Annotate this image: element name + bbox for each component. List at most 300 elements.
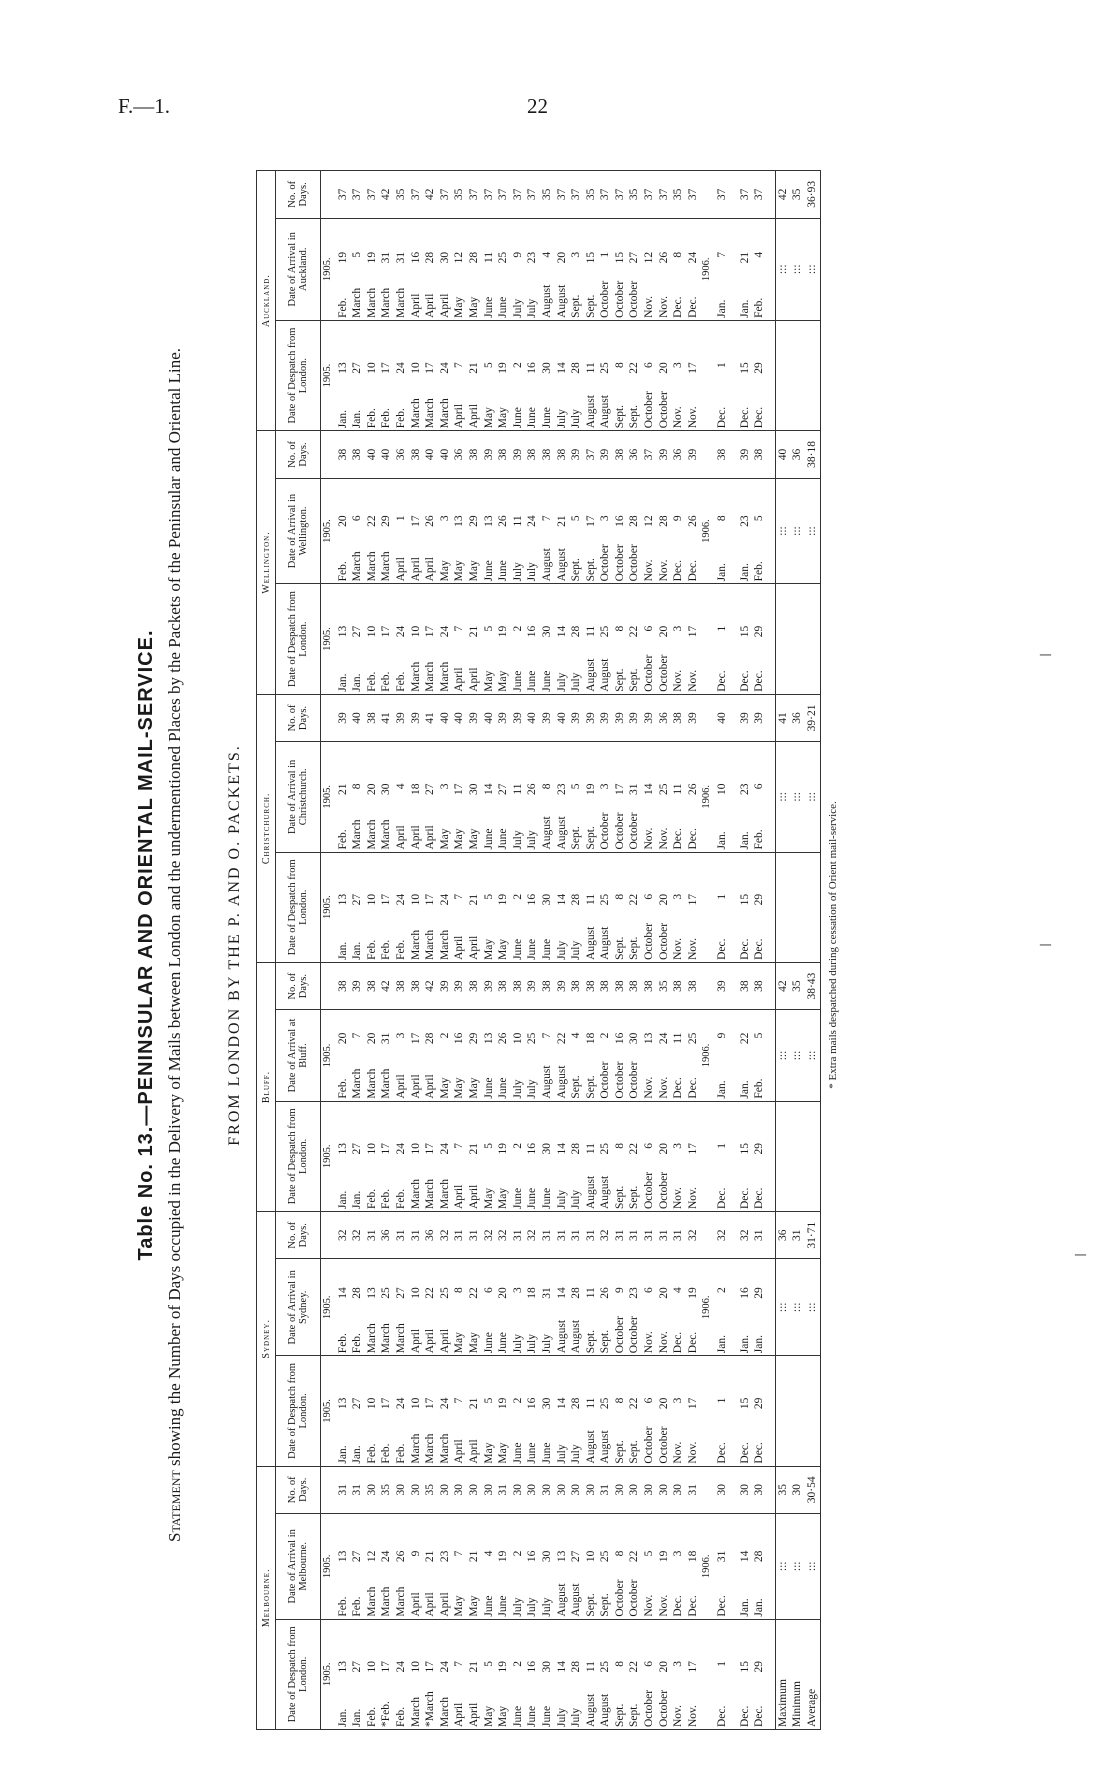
- despatch-date: [496, 852, 511, 962]
- day: 5: [753, 1032, 766, 1039]
- group-header: Auckland.: [257, 171, 276, 431]
- blank-cell: [321, 1212, 336, 1259]
- days-count: 36: [423, 1212, 438, 1259]
- day: 15: [738, 1397, 751, 1410]
- month: Nov.: [657, 827, 670, 850]
- arrival-date: [569, 478, 584, 584]
- table-title: Table No. 13.—PENINSULAR AND ORIENTAL MAIL-SERVICE.: [135, 629, 157, 1261]
- days-count: 32: [738, 1212, 753, 1259]
- day: 22: [738, 1032, 751, 1045]
- blank-cell: [805, 852, 820, 962]
- month: June: [482, 1595, 495, 1617]
- month: Sept.: [584, 1329, 597, 1354]
- blank-cell: [790, 584, 805, 694]
- days-count: 32: [686, 1212, 701, 1259]
- despatch-date: [738, 852, 753, 962]
- despatch-date: [467, 584, 482, 694]
- month: March: [351, 819, 364, 850]
- month: Sept.: [628, 1185, 641, 1210]
- month: Dec.: [686, 296, 699, 318]
- day: 22: [424, 1287, 437, 1299]
- arrival-date: [409, 218, 424, 320]
- days-count: 37: [350, 171, 365, 219]
- arrival-date: [569, 1513, 584, 1619]
- despatch-date: [584, 1619, 599, 1729]
- arrival-date: [394, 1259, 409, 1356]
- despatch-column-header: Date of Despatch from London.: [276, 584, 321, 694]
- month: Nov.: [643, 827, 656, 850]
- month: Feb.: [753, 297, 766, 318]
- month: April: [424, 557, 437, 582]
- days-count: 30: [627, 1466, 642, 1513]
- spacer-row: [730, 171, 738, 1730]
- day: 28: [753, 1550, 766, 1563]
- blank-cell: [700, 171, 715, 219]
- day: 28: [628, 515, 641, 527]
- day: 24: [394, 893, 407, 906]
- day: 11: [584, 893, 597, 905]
- day: 23: [628, 1287, 641, 1299]
- month: April: [453, 935, 466, 960]
- day: 31: [716, 1550, 729, 1563]
- days-count: 37: [482, 171, 497, 219]
- day: 17: [424, 1143, 437, 1155]
- blank-cell: [767, 1619, 776, 1729]
- arrival-date: [496, 1513, 511, 1619]
- day: 1: [716, 1661, 729, 1667]
- month: Dec.: [738, 1187, 751, 1210]
- days-count: 35: [423, 1466, 438, 1513]
- days-count: 38: [738, 962, 753, 1009]
- arrival-date: [336, 742, 351, 852]
- group-header: Bluff.: [257, 962, 276, 1211]
- day: 21: [467, 893, 480, 906]
- days-count: 35: [394, 171, 409, 219]
- month: August: [584, 926, 597, 960]
- month: June: [540, 1442, 553, 1464]
- arrival-date: [496, 1259, 511, 1356]
- month: July: [555, 940, 568, 960]
- stats-fill: :::: [775, 218, 790, 320]
- arrival-date: [657, 1010, 672, 1101]
- month: Sept.: [628, 1440, 641, 1464]
- arrival-date: [482, 478, 497, 584]
- table-row: [511, 171, 526, 1730]
- day: 21: [467, 625, 480, 638]
- despatch-date: [525, 584, 540, 694]
- day: 1: [716, 1397, 729, 1404]
- month: July: [555, 672, 568, 692]
- month: May: [453, 828, 466, 850]
- stats-value: 36: [775, 1212, 790, 1259]
- arrival-date: [394, 1513, 409, 1619]
- days-count: 40: [525, 694, 540, 741]
- month: Jan.: [336, 410, 349, 429]
- despatch-date: [452, 584, 467, 694]
- day: 24: [438, 362, 451, 374]
- stats-value: 39·21: [805, 694, 820, 741]
- month: Dec.: [716, 1442, 729, 1464]
- day: 10: [365, 893, 378, 906]
- despatch-date: [642, 1619, 657, 1729]
- table-row: [584, 171, 599, 1730]
- month: March: [380, 1586, 393, 1617]
- day: 19: [497, 893, 510, 906]
- month: Feb.: [336, 1333, 349, 1354]
- day: 14: [555, 1287, 568, 1299]
- day: 20: [657, 893, 670, 906]
- month: Dec.: [686, 560, 699, 582]
- despatch-date: [467, 1356, 482, 1466]
- month: Nov.: [643, 295, 656, 318]
- days-count: 30: [409, 1466, 424, 1513]
- despatch-date: [452, 852, 467, 962]
- days-count: 30: [555, 1466, 570, 1513]
- day: 28: [570, 893, 583, 906]
- arrival-date: [540, 218, 555, 320]
- month: Nov.: [672, 1441, 685, 1464]
- arrival-date: [365, 1513, 380, 1619]
- month: October: [613, 1061, 626, 1099]
- days-column-header: No. of Days.: [276, 431, 321, 478]
- despatch-date: [467, 1619, 482, 1729]
- blank-cell: [730, 584, 738, 694]
- blank-cell: [321, 694, 336, 741]
- blank-cell: [767, 694, 776, 741]
- arrival-date: [671, 478, 686, 584]
- day: 3: [672, 1143, 685, 1149]
- days-count: 40: [379, 431, 394, 478]
- month: April: [409, 1074, 422, 1099]
- month: June: [511, 670, 524, 692]
- day: 13: [482, 515, 495, 527]
- day: 16: [526, 625, 539, 638]
- days-count: 38: [598, 962, 613, 1009]
- day: 27: [394, 1287, 407, 1299]
- arrival-date: [715, 1259, 730, 1356]
- arrival-date: [496, 478, 511, 584]
- days-count: 30: [642, 1466, 657, 1513]
- despatch-date: [627, 1619, 642, 1729]
- despatch-date: [365, 1101, 380, 1211]
- day: 14: [555, 893, 568, 906]
- month: April: [438, 293, 451, 318]
- month: March: [380, 551, 393, 582]
- arrival-date: [627, 478, 642, 584]
- despatch-date: [452, 1101, 467, 1211]
- month: Sept.: [584, 826, 597, 850]
- day: 19: [497, 1397, 510, 1410]
- month: Nov.: [657, 1594, 670, 1617]
- day: 27: [351, 893, 364, 906]
- month: March: [365, 551, 378, 582]
- arrival-column-header: Date of Arrival at Bluff.: [276, 1010, 321, 1101]
- day: 25: [497, 251, 510, 264]
- arrival-date: [686, 1259, 701, 1356]
- day: 19: [336, 251, 349, 264]
- month: August: [540, 548, 553, 582]
- year-label: 1906.: [700, 742, 715, 852]
- day: 1: [716, 893, 729, 900]
- day: 7: [540, 1032, 553, 1039]
- arrival-date: [540, 478, 555, 584]
- days-count: 32: [598, 1212, 613, 1259]
- month: Sept.: [628, 1703, 641, 1727]
- day: 8: [613, 1550, 626, 1557]
- month: Feb.: [365, 939, 378, 960]
- month: April: [453, 1439, 466, 1464]
- month: Feb.: [394, 1706, 407, 1727]
- blank-cell: [730, 1619, 738, 1729]
- day: 7: [453, 1397, 466, 1404]
- month: May: [497, 938, 510, 960]
- day: 14: [738, 1550, 751, 1563]
- blank-cell: [775, 584, 790, 694]
- page-number: 22: [527, 94, 548, 118]
- month: October: [643, 1689, 656, 1727]
- month: Nov.: [672, 937, 685, 960]
- blank-cell: [767, 1466, 776, 1513]
- day: 3: [438, 783, 451, 790]
- blank-cell: [790, 320, 805, 430]
- month: July: [555, 1707, 568, 1727]
- month: Jan.: [351, 1708, 364, 1727]
- day: 27: [570, 1550, 583, 1563]
- arrival-date: [423, 1010, 438, 1101]
- despatch-date: [657, 1356, 672, 1466]
- day: 20: [657, 1143, 670, 1155]
- blank-cell: [730, 218, 738, 320]
- days-column-header: No. of Days.: [276, 694, 321, 741]
- day: 23: [738, 783, 751, 796]
- despatch-date: [715, 584, 730, 694]
- despatch-date: [686, 852, 701, 962]
- month: Nov.: [686, 1441, 699, 1464]
- month: Sept.: [570, 826, 583, 850]
- despatch-date: [394, 852, 409, 962]
- day: 25: [657, 783, 670, 796]
- day: 6: [753, 783, 766, 790]
- despatch-date: [423, 584, 438, 694]
- day: 3: [599, 783, 612, 790]
- table-head: [257, 171, 321, 1730]
- month: May: [453, 1595, 466, 1617]
- month: June: [511, 1442, 524, 1464]
- month: Sept.: [584, 1593, 597, 1617]
- table-row: [365, 171, 380, 1730]
- day: 17: [613, 783, 626, 796]
- month: October: [643, 1171, 656, 1210]
- month: Dec.: [738, 406, 751, 429]
- month: Dec.: [686, 1331, 699, 1354]
- despatch-date: [686, 1356, 701, 1466]
- arrival-date: [394, 218, 409, 320]
- day: 3: [672, 1550, 685, 1557]
- day: 25: [599, 1550, 612, 1563]
- year-label: 1905.: [321, 320, 336, 430]
- month: April: [409, 1592, 422, 1617]
- blank-cell: [790, 852, 805, 962]
- days-count: 37: [555, 171, 570, 219]
- table-row: [598, 171, 613, 1730]
- days-count: 30: [525, 1466, 540, 1513]
- day: 12: [643, 515, 656, 527]
- day: 30: [540, 362, 553, 374]
- year-label: 1905.: [321, 1356, 336, 1466]
- blank-cell: [700, 1356, 715, 1466]
- despatch-date: [336, 1619, 351, 1729]
- days-count: 37: [642, 171, 657, 219]
- year-label: 1905.: [321, 1619, 336, 1729]
- day: 14: [643, 783, 656, 796]
- day: 11: [511, 783, 524, 795]
- days-count: 38: [409, 431, 424, 478]
- despatch-date: [482, 584, 497, 694]
- month: Feb.: [365, 671, 378, 692]
- day: 25: [599, 1397, 612, 1410]
- day: 2: [438, 1032, 451, 1039]
- month: April: [438, 1328, 451, 1354]
- despatch-date: [569, 1619, 584, 1729]
- despatch-date: [350, 852, 365, 962]
- blank-cell: [730, 1356, 738, 1466]
- arrival-date: [584, 1259, 599, 1356]
- blank-cell: [767, 320, 776, 430]
- month: Feb.: [380, 671, 393, 692]
- despatch-date: [423, 1619, 438, 1729]
- days-count: 32: [525, 1212, 540, 1259]
- month: June: [497, 1332, 510, 1354]
- day: 3: [394, 1032, 407, 1039]
- despatch-column-header: Date of Despatch from London.: [276, 320, 321, 430]
- table-row: [482, 171, 497, 1730]
- month: April: [453, 403, 466, 429]
- day: 8: [613, 362, 626, 369]
- despatch-date: [336, 320, 351, 430]
- blank-cell: [700, 1466, 715, 1513]
- month: June: [540, 1705, 553, 1727]
- day: 24: [394, 625, 407, 638]
- month: June: [511, 407, 524, 429]
- despatch-date: [438, 1619, 453, 1729]
- despatch-date: [409, 1356, 424, 1466]
- day: 17: [686, 625, 699, 638]
- day: 21: [467, 1661, 480, 1673]
- despatch-date: [715, 1101, 730, 1211]
- days-count: 31: [627, 1212, 642, 1259]
- month: Sept.: [613, 936, 626, 960]
- days-count: 37: [365, 171, 380, 219]
- day: 31: [380, 251, 393, 264]
- month: Feb.: [351, 1333, 364, 1354]
- month: July: [555, 1444, 568, 1464]
- day: 3: [672, 893, 685, 900]
- month: October: [599, 812, 612, 850]
- arrival-date: [525, 742, 540, 852]
- month: October: [643, 922, 656, 960]
- days-count: 30: [752, 1466, 767, 1513]
- month: Feb.: [336, 297, 349, 318]
- stats-value: 42: [775, 171, 790, 219]
- day: 28: [570, 1287, 583, 1299]
- day: 5: [643, 1550, 656, 1557]
- month: October: [628, 544, 641, 582]
- month: March: [409, 1696, 422, 1727]
- day: 20: [365, 783, 378, 796]
- despatch-date: [525, 1619, 540, 1729]
- arrival-date: [540, 1010, 555, 1101]
- despatch-date: [525, 1356, 540, 1466]
- days-count: 31: [555, 1212, 570, 1259]
- day: 15: [738, 893, 751, 906]
- days-count: 31: [452, 1212, 467, 1259]
- day: 14: [555, 1143, 568, 1155]
- day: 8: [613, 893, 626, 900]
- day: 19: [497, 1550, 510, 1563]
- days-count: 35: [452, 171, 467, 219]
- despatch-date: [613, 320, 628, 430]
- day: 17: [686, 893, 699, 906]
- month: Feb.: [380, 408, 393, 429]
- month: March: [394, 1586, 407, 1617]
- day: 10: [409, 893, 422, 906]
- day: 24: [438, 1397, 451, 1410]
- days-count: 30: [482, 1466, 497, 1513]
- stats-fill: :::: [805, 1259, 820, 1356]
- month: July: [526, 1079, 539, 1099]
- days-count: 35: [379, 1466, 394, 1513]
- day: 26: [599, 1287, 612, 1299]
- despatch-date: [715, 852, 730, 962]
- despatch-date: [555, 1101, 570, 1211]
- day: 19: [686, 1287, 699, 1299]
- month: July: [570, 409, 583, 429]
- month: Feb.: [753, 1078, 766, 1099]
- arrival-date: [379, 1010, 394, 1101]
- month: July: [570, 1444, 583, 1464]
- blank-cell: [730, 1010, 738, 1101]
- day: 4: [672, 1287, 685, 1293]
- arrival-date: [540, 742, 555, 852]
- arrival-date: [598, 218, 613, 320]
- stats-value: 35: [790, 962, 805, 1009]
- stats-value: 38·18: [805, 431, 820, 478]
- day: 21: [467, 1397, 480, 1410]
- day: 7: [453, 1661, 466, 1667]
- days-count: 38: [613, 431, 628, 478]
- day: 14: [482, 783, 495, 796]
- days-count: 31: [394, 1212, 409, 1259]
- day: 8: [613, 1397, 626, 1404]
- blank-cell: [730, 1101, 738, 1211]
- month: June: [526, 407, 539, 429]
- despatch-date: [496, 584, 511, 694]
- despatch-date: [627, 1101, 642, 1211]
- despatch-date: [671, 852, 686, 962]
- days-count: 39: [569, 694, 584, 741]
- day: 11: [672, 783, 685, 795]
- month: *Feb.: [380, 1701, 393, 1727]
- month: May: [467, 296, 480, 318]
- month: August: [584, 1693, 597, 1727]
- month: July: [511, 830, 524, 850]
- despatch-date: [752, 1356, 767, 1466]
- day: 17: [686, 1397, 699, 1410]
- days-count: 32: [715, 1212, 730, 1259]
- month: July: [526, 1334, 539, 1354]
- day: 3: [672, 1397, 685, 1404]
- table-row: [657, 171, 672, 1730]
